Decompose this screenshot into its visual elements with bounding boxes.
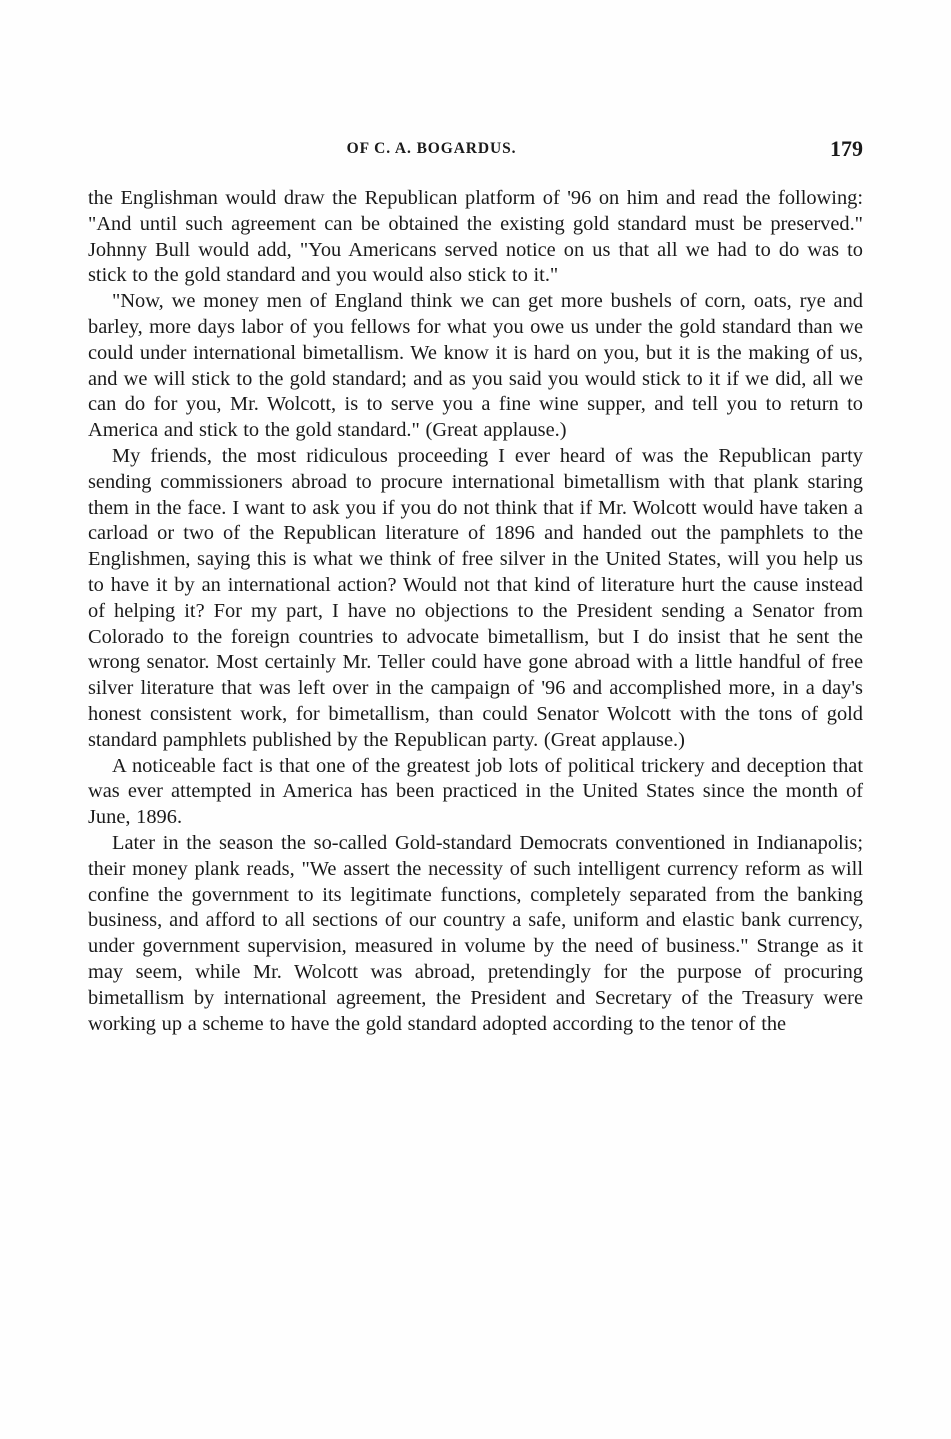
paragraph: "Now, we money men of England think we can get more bushels of corn, oats, rye and barley, more days labor of you fellows for what you owe us under the gold standard than we could under international bimetallism. We know it is hard on you, but it is the making of us, and we will stick to the gold standard; and as you said you would stick to it if we did, all we can do for you, Mr. Wolcott, is to serve you a fine wine supper, and tell you to return to America and stick to the gold standard." (Great applause.) [88,290,863,442]
paragraph: My friends, the most ridiculous proceeding I ever heard of was the Republican party sending commissioners abroad to procure international bimetallism with that plank staring them in the face. I want to ask you if you do not think that if Mr. Wolcott would have taken a carload or two of the Republican literature of 1896 and handed out the pamphlets to the Englishmen, saying this is what we think of free silver in the United States, will you help us to have it by an international action? Would not that kind of literature hurt the cause instead of helping it? For my part, I have no objections to the President sending a Senator from Colorado to the foreign countries to advocate bimetallism, but I do insist that he sent the wrong senator. Most certainly Mr. Teller could have gone abroad with a little handful of free silver literature that was left over in the campaign of '96 and accomplished more, in a day's honest consistent work, for bimetallism, than could Senator Wolcott with the tons of gold standard pamphlets published by the Republican party. (Great applause.) [88,444,863,751]
body-text [88,186,863,1037]
paragraph: the Englishman would draw the Republican platform of '96 on him and read the following: "And until such agreement can be obtained the existing gold standard must be preserved." Johnny Bull would add, "You Americans served notice on us that all we had to do was to stick to the gold standard and you would also stick to it." [88,187,863,287]
running-head-title: OF C. A. BOGARDUS. [346,140,517,157]
paragraph: Later in the season the so-called Gold-standard Democrats conventioned in Indianapolis; their money plank reads, "We assert the necessity of such intelligent currency reform as will confine the government to its legitimate functions, completely separated from the banking business, and afford to all sections of our country a safe, uniform and elastic bank currency, under government supervision, measured in volume by the need of business." Strange as it may seem, while Mr. Wolcott was abroad, pretendingly for the purpose of procuring bimetallism by international agreement, the President and Secretary of the Treasury were working up a scheme to have the gold standard adopted according to the tenor of the [88,831,863,1035]
page-number: 179 [830,136,863,161]
paragraph: A noticeable fact is that one of the greatest job lots of political trickery and deception that was ever attempted in America has been practiced in the United States since the month of June, 1896. [88,754,863,829]
running-head [88,136,863,174]
